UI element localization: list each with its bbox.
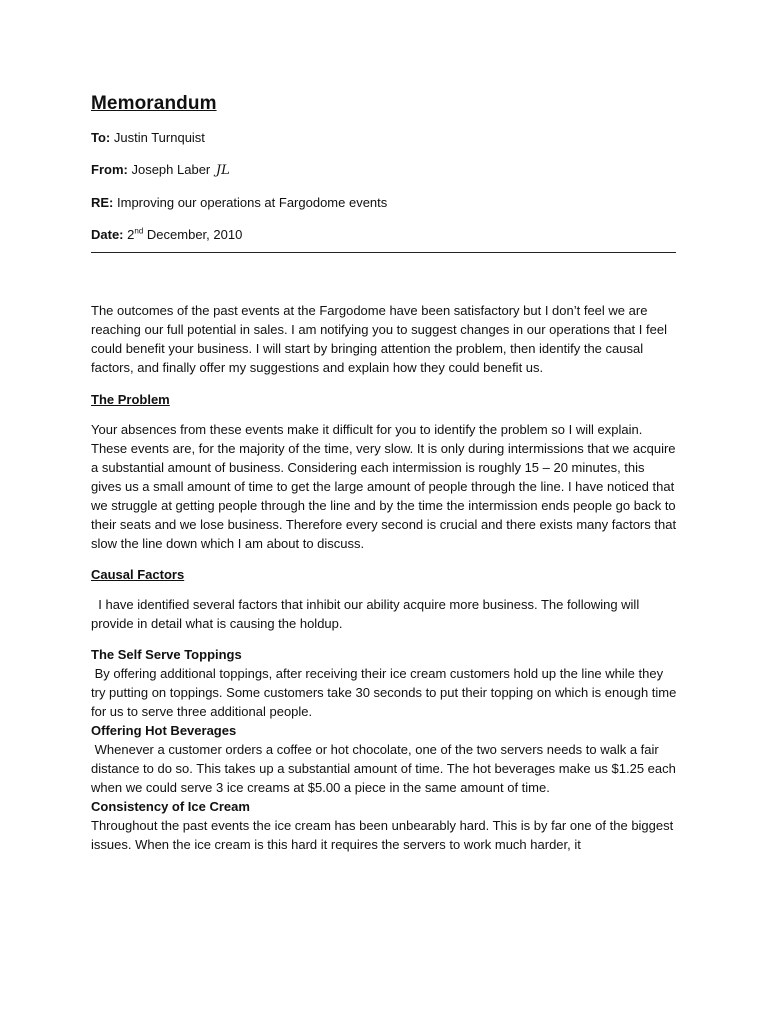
beverages-paragraph: Whenever a customer orders a coffee or hot chocolate, one of the two servers needs to walk a fair distance to do so. This takes up a substantial amount of time. The hot beverages make us $1.25 each when we could serve 3 ice creams at $5.00 a piece in the same amount of time.	[91, 742, 680, 795]
date-rest: December, 2010	[146, 227, 243, 242]
consistency-paragraph: Throughout the past events the ice cream has been unbearably hard. This is by far one of the biggest issues. When the ice cream is this hard it requires the servers to work much harder, it	[91, 818, 674, 852]
from-label: From:	[91, 162, 128, 177]
re-label: RE:	[91, 195, 114, 210]
handwritten-initials: JL	[215, 163, 230, 178]
to-label: To:	[91, 130, 111, 145]
causal-paragraph: I have identified several factors that inhibit our ability acquire more business. The following will provide in detail what is causing the holdup.	[91, 597, 643, 631]
causal-heading: Causal Factors	[91, 567, 185, 582]
date-line	[91, 226, 677, 243]
memo-title: Memorandum	[91, 93, 217, 114]
header-divider	[91, 252, 676, 253]
from-line	[91, 161, 677, 179]
from-value: Joseph Laber	[131, 162, 211, 177]
beverages-heading: Offering Hot Beverages	[91, 723, 237, 738]
to-line	[91, 129, 677, 146]
toppings-paragraph: By offering additional toppings, after receiving their ice cream customers hold up the line while they try putting on toppings. Some customers take 30 seconds to put their topping on which is enough time for us to serve three additional people.	[91, 666, 680, 719]
date-day: 2	[127, 227, 135, 242]
intro-paragraph: The outcomes of the past events at the Fargodome have been satisfactory but I don’t feel we are reaching our full potential in sales. I am notifying you to suggest changes in our operations that I feel could benefit your business. I will start by bringing attention the problem, then identify the causal factors, and finally offer my suggestions and explain how they could benefit us.	[91, 303, 667, 375]
date-suffix: nd	[134, 226, 144, 236]
problem-paragraph: Your absences from these events make it difficult for you to identify the problem so I will explain. These events are, for the majority of the time, very slow. It is only during intermissions that we acquire a substantial amount of business. Considering each intermission is roughly 15 – 20 minutes, this gives us a small amount of time to get the large amount of people through the line. I have noticed that we struggle at getting people through the line and by the time the intermission ends people go back to their seats and we lose business. Therefore every second is crucial and there exists many factors that slow the line down which I am about to discuss.	[91, 422, 677, 551]
memo-page	[91, 93, 680, 854]
problem-heading: The Problem	[91, 392, 170, 407]
to-value: Justin Turnquist	[113, 130, 205, 145]
consistency-heading: Consistency of Ice Cream	[91, 799, 250, 814]
date-label: Date:	[91, 227, 124, 242]
re-line	[91, 194, 677, 211]
toppings-heading: The Self Serve Toppings	[91, 647, 242, 662]
re-value: Improving our operations at Fargodome events	[117, 195, 388, 210]
